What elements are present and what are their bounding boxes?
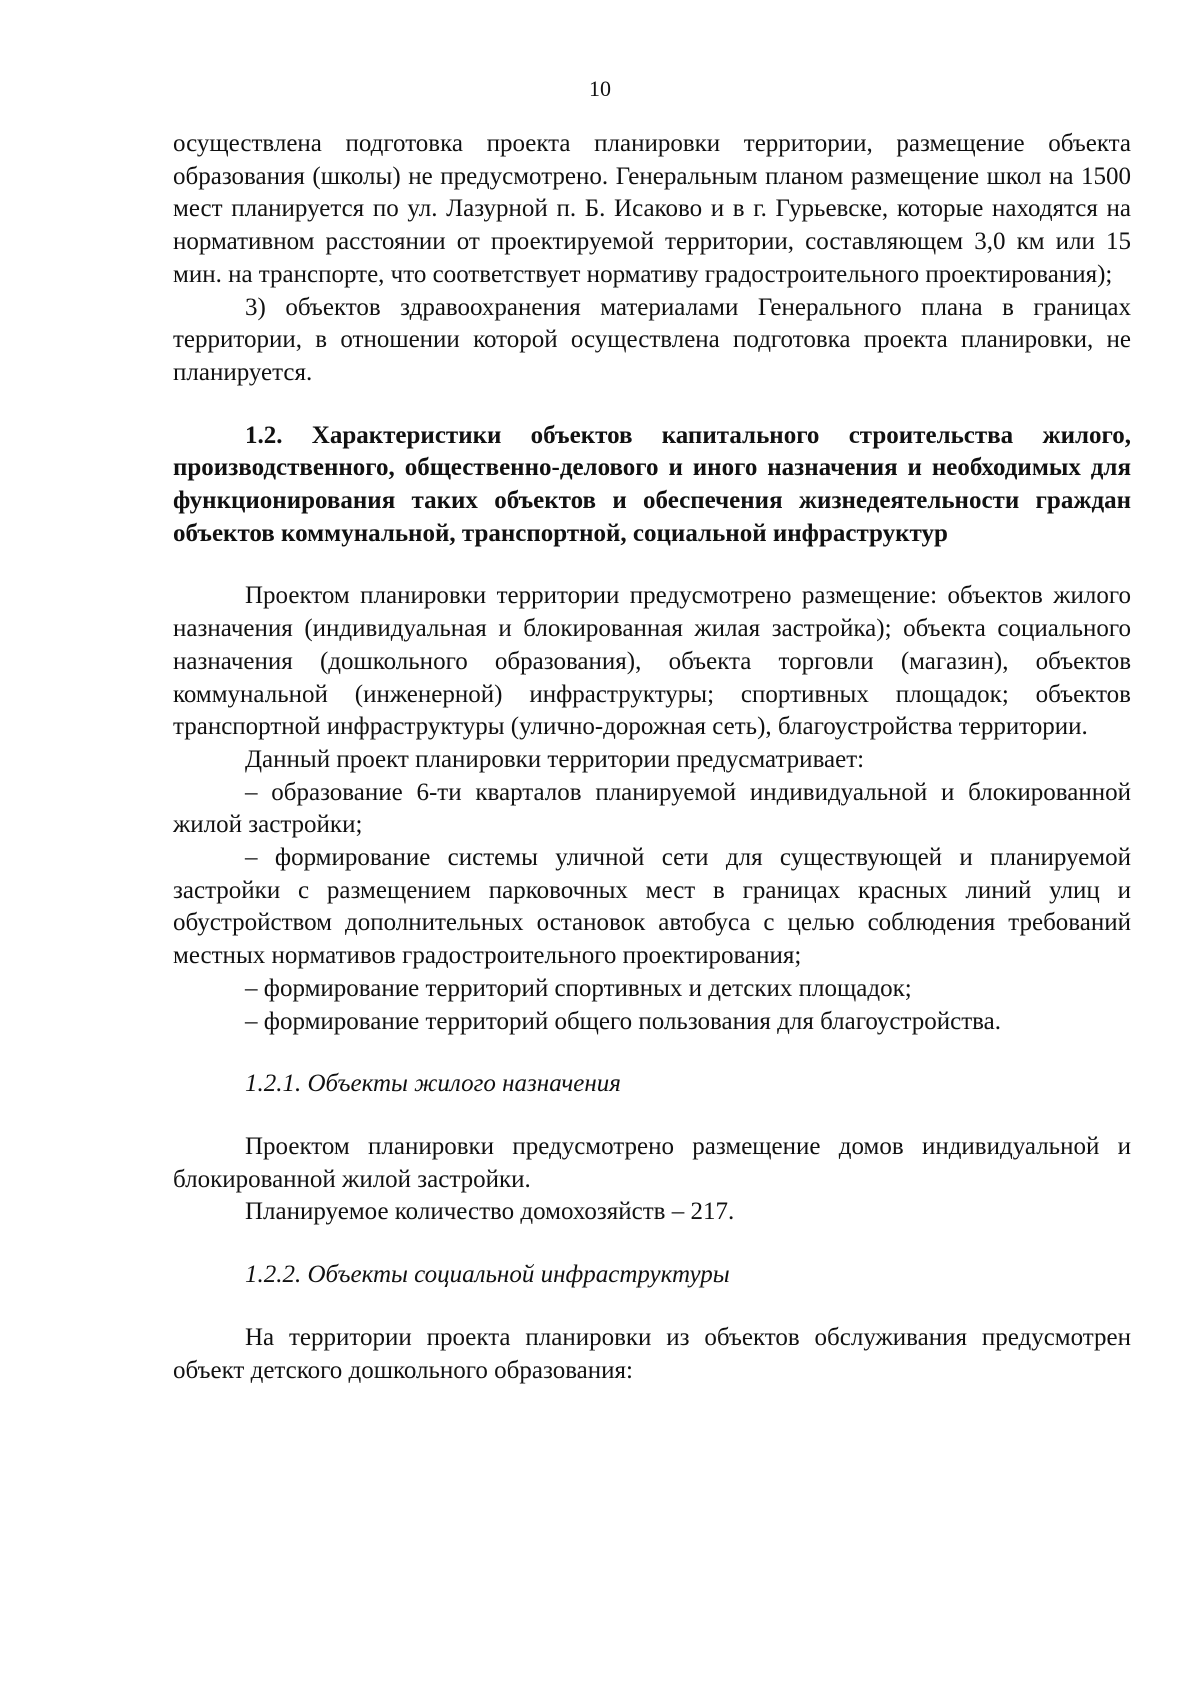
document-body xyxy=(173,128,1131,1387)
paragraph-provides: Данный проект планировки территории предусматривает: xyxy=(245,745,865,773)
list-item: – формирование системы уличной сети для существующей и планируемой застройки с размещением парковочных мест в границах красных линий улиц и обустройством дополнительных остановок автобуса с целью соблюдения требований местных нормативов градостроительного проектирования; xyxy=(173,844,1131,970)
paragraph-households: Планируемое количество домохозяйств – 217. xyxy=(245,1198,735,1226)
paragraph-health: 3) объектов здравоохранения материалами Генерального плана в границах территории, в отношении которой осуществлена подготовка проекта планировки, не планируется. xyxy=(173,293,1131,386)
section-heading-1-2: 1.2. Характеристики объектов капитального строительства жилого, производственного, общественно-делового и иного назначения и необходимых для функционирования таких объектов и обеспечения жизнедеятельности граждан объектов коммунальной, транспортной, социальной инфраструктур xyxy=(173,421,1131,547)
paragraph-continuation: осуществлена подготовка проекта планировки территории, размещение объекта образования (школы) не предусмотрено. Генеральным планом размещение школ на 1500 мест планируется по ул. Лазурной п. Б. Исаково и в г. Гурьевске, которые находятся на нормативном расстоянии от проектируемой территории, составляющем 3,0 км или 15 мин. на транспорте, что соответствует нормативу градостроительного проектирования); xyxy=(173,130,1131,288)
subheading-1-2-2: 1.2.2. Объекты социальной инфраструктуры xyxy=(245,1261,730,1289)
list-item: – образование 6-ти кварталов планируемой индивидуальной и блокированной жилой застройки; xyxy=(173,778,1131,839)
subheading-1-2-1: 1.2.1. Объекты жилого назначения xyxy=(245,1070,621,1098)
page-number: 10 xyxy=(589,76,611,101)
paragraph-social: На территории проекта планировки из объектов обслуживания предусмотрен объект детского дошкольного образования: xyxy=(173,1323,1131,1384)
list-item: – формирование территорий спортивных и детских площадок; xyxy=(245,974,912,1002)
paragraph-houses: Проектом планировки предусмотрено размещение домов индивидуальной и блокированной жилой застройки. xyxy=(173,1132,1131,1193)
list-item: – формирование территорий общего пользования для благоустройства. xyxy=(245,1007,1001,1035)
paragraph-placement: Проектом планировки территории предусмотрено размещение: объектов жилого назначения (индивидуальная и блокированная жилая застройка); объекта социального назначения (дошкольного образования), объекта торговли (магазин), объектов коммунальной (инженерной) инфраструктуры; спортивных площадок; объектов транспортной инфраструктуры (улично-дорожная сеть), благоустройства территории. xyxy=(173,582,1131,741)
